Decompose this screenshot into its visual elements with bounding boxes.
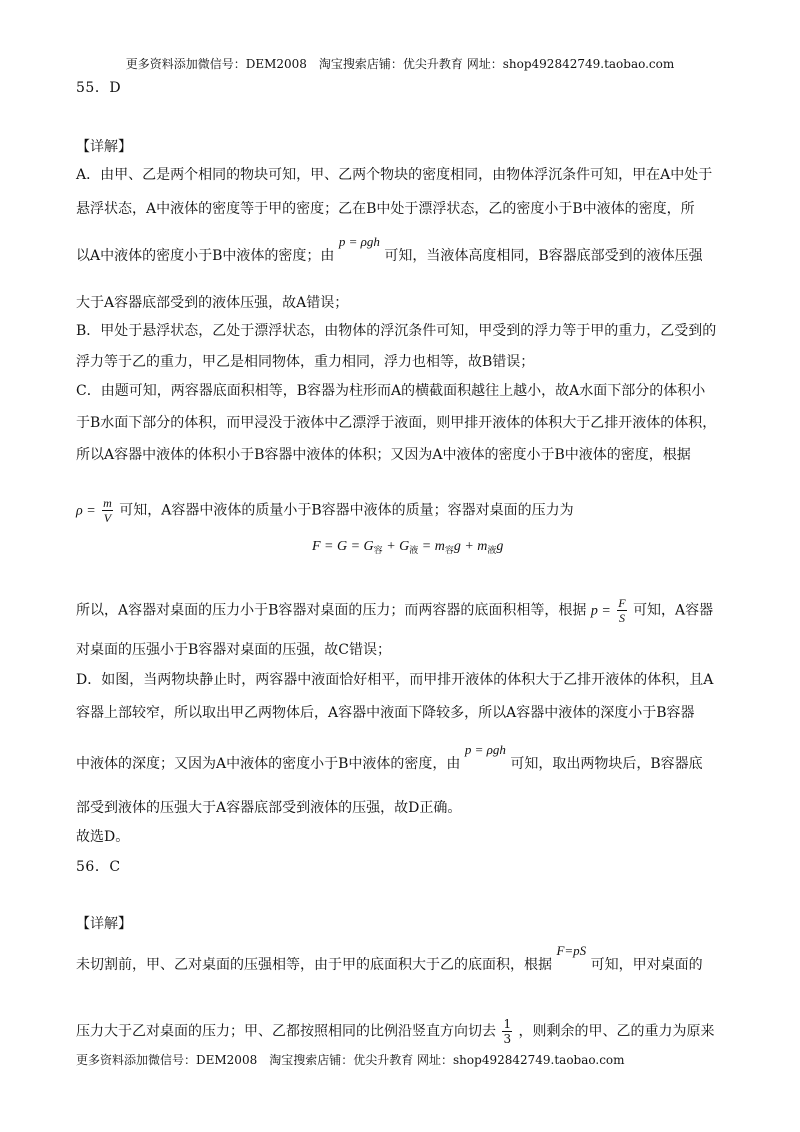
formula-subscript: 液 [409,545,419,555]
formula-part: g [496,539,504,554]
text-segment: 可知，取出两物块后，B容器底 [510,756,703,772]
fraction-numerator: 1 [503,1017,512,1031]
q55-text-line: 所以A容器中液体的体积小于B容器中液体的体积；又因为A中液体的密度小于B中液体的密度，根据 [76,447,691,463]
q56-detail-heading: 【详解】 [76,916,132,932]
text-segment: 中液体的深度；又因为A中液体的密度小于B中液体的密度，由 [76,756,461,772]
fraction-denominator: 3 [503,1032,512,1046]
fraction-denominator: S [618,611,625,625]
page-footer: 更多资料添加微信号：DEM2008 淘宝搜索店铺：优尖升教育 网址：shop492842749.taobao.com [76,1053,625,1067]
q55-text-line: 大于A容器底部受到的液体压强，故A错误； [76,295,349,311]
text-segment: 可知，甲对桌面的 [590,957,703,973]
q55-text-line: D．如图，当两物块静止时，两容器中液面恰好相平，而甲排开液体的体积大于乙排开液体的体积，且A [76,672,714,688]
formula-p-rho-g-h: p = ρgh [338,234,380,249]
fraction-m-over-v [102,496,113,525]
fraction-numerator: F [618,596,626,610]
fraction-f-over-s [617,596,626,625]
formula-f-p-s: F=pS [556,943,587,958]
q55-text-line: 容器上部较窄，所以取出甲乙两物体后，A容器中液面下降较多，所以A容器中液体的深度小于B容器 [76,705,695,721]
q56-answer: 56．C [76,859,121,875]
q55-text-line: 于B水面下部分的体积，而甲浸没于液体中乙漂浮于液面，则甲排开液体的体积大于乙排开液体的体积， [76,415,717,431]
formula-subscript: 容 [373,545,383,555]
q55-text-line: 对桌面的压强小于B容器对桌面的压强，故C错误； [76,642,391,658]
q55-text-line [76,742,703,774]
text-segment: ，则剩余的甲、乙的重力为原来 [518,1023,715,1040]
q55-text-line [76,496,574,525]
formula-part: + G [382,539,410,554]
formula-subscript: 容 [444,545,454,555]
q55-text-line: 部受到液体的压强大于A容器底部受到液体的压强，故D正确。 [76,800,462,816]
q55-text-line [76,234,703,266]
text-segment: 压力大于乙对桌面的压力；甲、乙都按照相同的比例沿竖直方向切去 [76,1023,496,1040]
q55-answer: 55．D [76,80,122,96]
q56-text-line [76,1017,715,1046]
fraction-numerator: m [103,496,112,510]
q55-text-line: 故选D。 [76,829,130,845]
formula-part: g + m [453,539,488,554]
formula-rho-lhs: ρ = [76,503,96,519]
text-segment: 以A中液体的密度小于B中液体的密度；由 [76,248,335,264]
q55-text-line: B．甲处于悬浮状态，乙处于漂浮状态，由物体的浮沉条件可知，甲受到的浮力等于甲的重力，乙受到的 [76,323,717,339]
fraction-one-third [502,1017,512,1046]
page-header: 更多资料添加微信号：DEM2008 淘宝搜索店铺：优尖升教育 网址：shop492842749.taobao.com [125,57,675,71]
formula-p-rho-g-h: p = ρgh [464,742,506,757]
q55-text-line: A．由甲、乙是两个相同的物块可知，甲、乙两个物块的密度相同，由物体浮沉条件可知，甲在A中处于 [76,167,713,183]
text-segment: 所以，A容器对桌面的压力小于B容器对桌面的压力；而两容器的底面积相等，根据 [76,602,587,619]
q55-text-line: C．由题可知，两容器底面积相等，B容器为柱形而A的横截面积越往上越小，故A水面下部分的体积小 [76,383,706,399]
text-segment: 可知，A容器 [633,602,714,619]
q55-text-line [76,596,713,625]
text-segment: 未切割前，甲、乙对桌面的压强相等，由于甲的底面积大于乙的底面积，根据 [76,957,552,973]
fraction-denominator: V [103,511,112,525]
formula-part: F = G = G [312,539,374,554]
q55-text-line: 悬浮状态，A中液体的密度等于甲的密度；乙在B中处于漂浮状态，乙的密度小于B中液体的密度，所 [76,201,695,217]
text-segment: 可知，当液体高度相同，B容器底部受到的液体压强 [384,248,703,264]
q55-detail-heading: 【详解】 [76,139,132,155]
formula-subscript: 液 [487,545,497,555]
text-segment: 可知，A容器中液体的质量小于B容器中液体的质量；容器对桌面的压力为 [119,502,574,519]
formula-p-lhs: p = [590,603,611,619]
formula-pressure-force [312,537,503,560]
q56-text-line [76,943,703,975]
q55-text-line: 浮力等于乙的重力，甲乙是相同物体，重力相同，浮力也相等，故B错误； [76,354,535,370]
formula-part: = m [418,539,445,554]
